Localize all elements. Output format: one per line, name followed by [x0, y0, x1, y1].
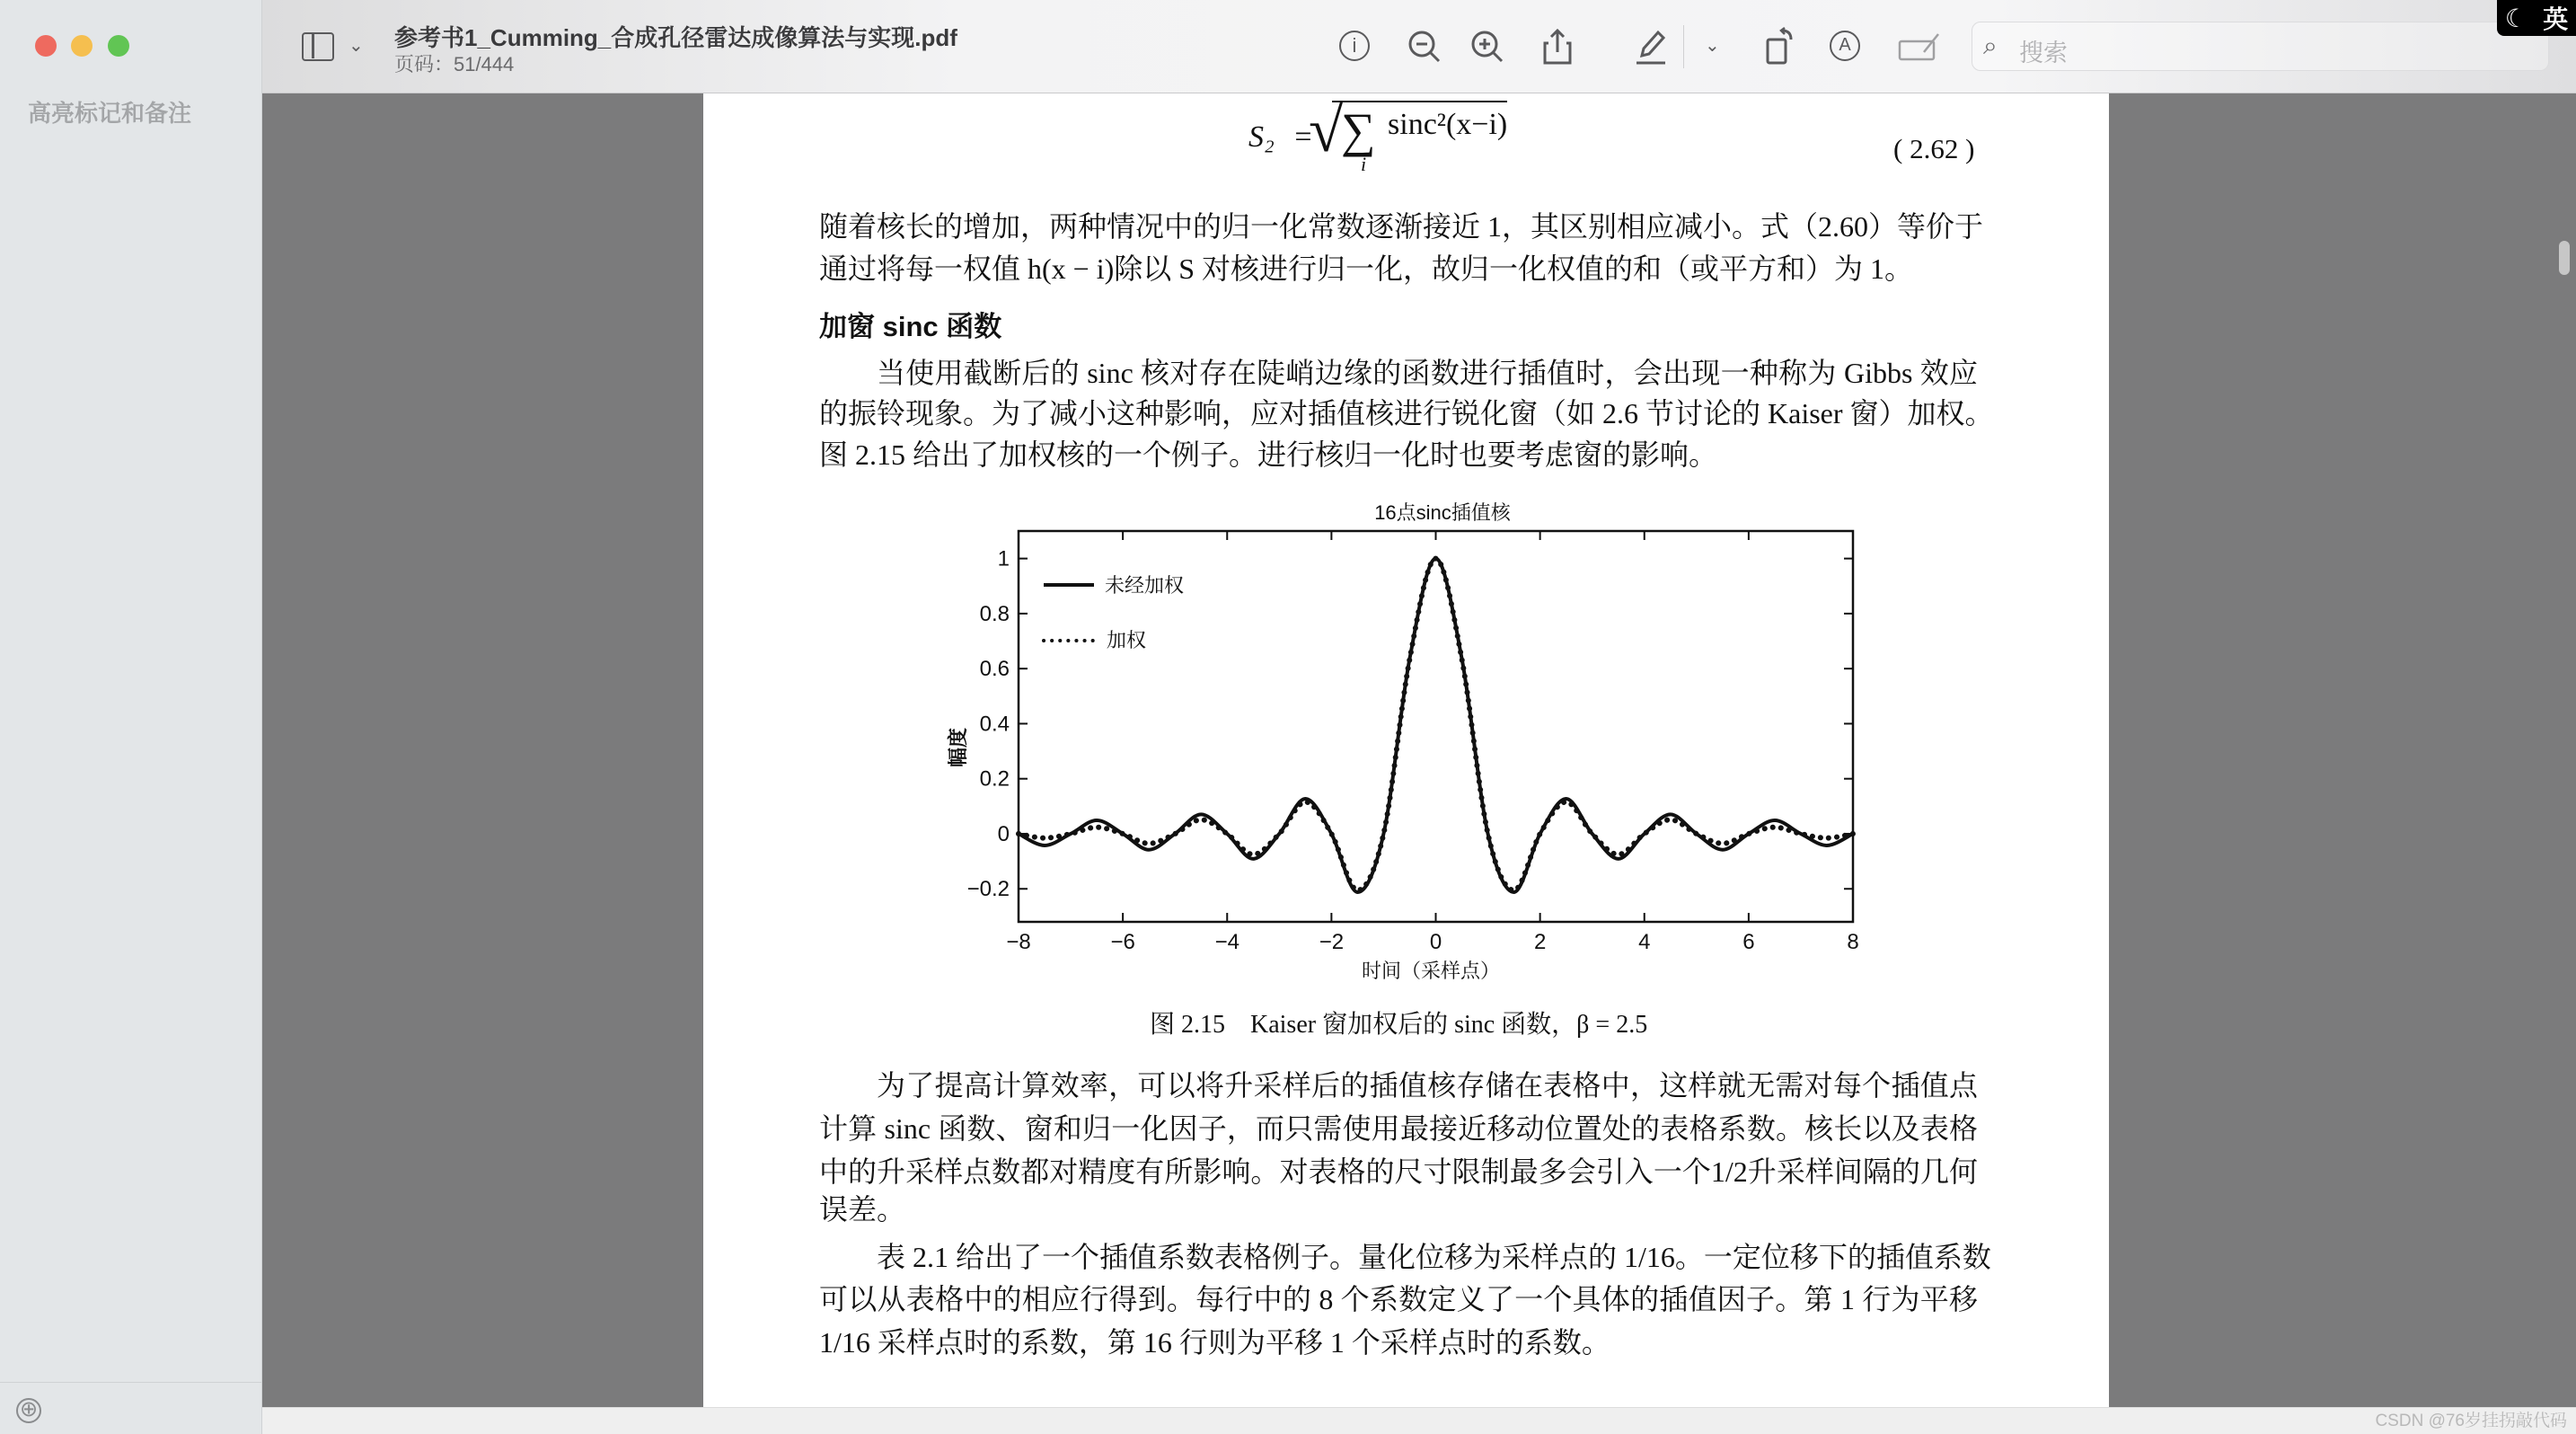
sum-index: i [1361, 153, 1367, 175]
x-tick-label: 6 [1742, 930, 1755, 954]
info-icon[interactable]: i [1339, 31, 1370, 61]
x-tick-label: −2 [1319, 930, 1345, 954]
equation: S₂ = √ ∑ i $^{sinc^2(x-i)}$ [1248, 96, 1508, 175]
equation-lhs: S₂ [1248, 120, 1275, 154]
paragraph-line: 图 2.15 给出了加权核的一个例子。进行核归一化时也要考虑窗的影响。 [819, 438, 1718, 471]
x-tick-label: 8 [1847, 930, 1859, 954]
paragraph-line: 1/16 采样点时的系数，第 16 行则为平移 1 个采样点时的系数。 [819, 1326, 1610, 1359]
equation-op: = [1294, 120, 1312, 154]
legend-label: 未经加权 [1105, 574, 1185, 597]
equation-number: ( 2.62 ) [1893, 133, 1975, 164]
add-icon[interactable]: ⊕ [16, 1398, 41, 1423]
search-icon: ⌕ [1983, 31, 1998, 59]
y-tick-label: 0.4 [979, 712, 1010, 737]
y-tick-label: 0.2 [979, 766, 1010, 792]
paragraph-line: 可以从表格中的相应行得到。每行中的 8 个系数定义了一个具体的插值因子。第 1 行为平移 [819, 1283, 1978, 1315]
x-tick-label: −4 [1214, 930, 1239, 954]
chevron-down-icon[interactable]: ⌄ [348, 36, 364, 56]
sum-symbol: ∑ [1341, 103, 1376, 157]
bottom-bar [262, 1407, 2576, 1434]
moon-icon: ☾ [2504, 4, 2527, 32]
paragraph-line: 中的升采样点数都对精度有所影响。对表格的尺寸限制最多会引入一个1/2升采样间隔的几何 [819, 1155, 1978, 1188]
y-tick-label: 0.8 [979, 601, 1010, 626]
x-axis-label: 时间（采样点） [1361, 960, 1501, 982]
x-tick-label: 4 [1638, 930, 1651, 954]
chart-title: 16点sinc插值核 [1374, 501, 1511, 524]
section-heading: 加窗 sinc 函数 [819, 311, 1002, 342]
document-title: 参考书1_Cumming_合成孔径雷达成像算法与实现.pdf [394, 24, 957, 51]
paragraph-line: 随着核长的增加，两种情况中的归一化常数逐渐接近 1，其区别相应减小。式（2.60）等价于 [819, 210, 1984, 243]
markup-icon[interactable]: A [1830, 31, 1860, 61]
paragraph-line: 当使用截断后的 sinc 核对存在陡峭边缘的函数进行插值时，会出现一种称为 Gibbs 效应 [877, 357, 1978, 389]
y-axis-label: 幅度 [947, 727, 969, 768]
scrollbar-thumb[interactable] [2559, 241, 2570, 275]
x-tick-label: −6 [1110, 930, 1135, 954]
x-tick-label: −8 [1006, 930, 1031, 954]
y-tick-label: 1 [997, 546, 1010, 571]
series-line-weighted [1019, 559, 1853, 890]
paragraph-line: 为了提高计算效率，可以将升采样后的插值核存储在表格中，这样就无需对每个插值点 [877, 1069, 1978, 1102]
sidebar-title: 高亮标记和备注 [28, 100, 192, 127]
equation-body: sinc²(x−i) [1388, 108, 1508, 141]
search-placeholder: 搜索 [2019, 40, 2068, 66]
x-tick-label: 0 [1429, 930, 1442, 954]
chevron-down-icon[interactable]: ⌄ [1705, 36, 1720, 56]
paragraph-line: 表 2.1 给出了一个插值系数表格例子。量化位移为采样点的 1/16。一定位移下的插值系数 [877, 1241, 1991, 1273]
x-tick-label: 2 [1533, 930, 1547, 954]
paragraph-line: 的振铃现象。为了减小这种影响，应对插值核进行锐化窗（如 2.6 节讨论的 Kaiser 窗）加权。 [819, 397, 1994, 429]
y-tick-label: −0.2 [966, 877, 1010, 902]
watermark: CSDN @76岁挂拐敲代码 [2375, 1412, 2567, 1430]
paragraph-line: 计算 sinc 函数、窗和归一化因子，而只需使用最接近移动位置处的表格系数。核长以及表格 [819, 1112, 1978, 1145]
page-indicator: 页码：51/444 [394, 53, 515, 75]
y-tick-label: 0 [997, 821, 1010, 846]
paragraph-line: 误差。 [819, 1193, 906, 1226]
paragraph-line: 通过将每一权值 h(x − i)除以 S 对核进行归一化，故归一化权值的和（或平方和）为 1。 [819, 252, 1914, 285]
ime-language: 英 [2543, 5, 2569, 33]
y-tick-label: 0.6 [979, 657, 1010, 682]
figure-caption: 图 2.15 Kaiser 窗加权后的 sinc 函数，β = 2.5 [1150, 1011, 1648, 1039]
legend-label: 加权 [1107, 629, 1147, 651]
